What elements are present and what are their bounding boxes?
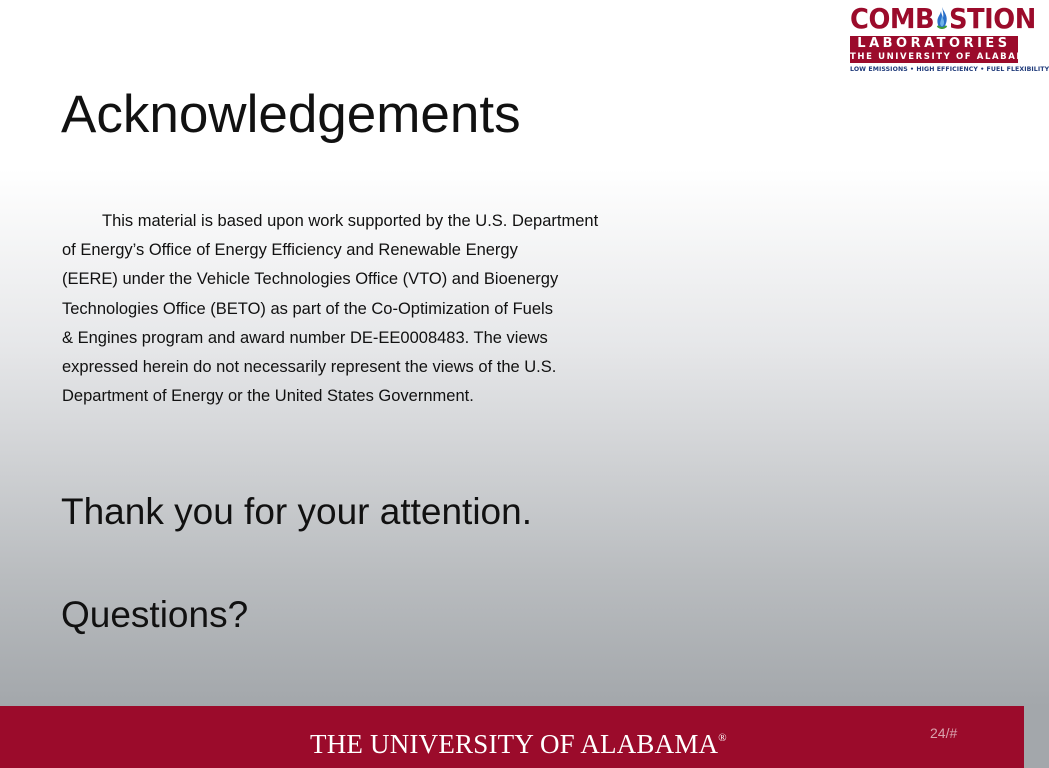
- flame-icon: [935, 6, 948, 30]
- logo-text-part2: STION: [948, 2, 1036, 35]
- logo-wordmark: [850, 4, 1036, 34]
- paragraph-line: expressed herein do not necessarily represent the views of the U.S.: [62, 358, 557, 377]
- page-number: 24/#: [930, 725, 958, 741]
- combustion-laboratories-logo: [850, 2, 1049, 82]
- questions-text: Questions?: [61, 594, 249, 635]
- footer-bar: [0, 706, 1024, 768]
- logo-university: THE UNIVERSITY OF ALABAMA: [850, 52, 1035, 62]
- paragraph-line: This material is based upon work supported by the U.S. Department: [102, 212, 599, 230]
- paragraph-line: Technologies Office (BETO) as part of the Co-Optimization of Fuels: [62, 299, 553, 318]
- paragraph-line: of Energy’s Office of Energy Efficiency and Renewable Energy: [62, 241, 518, 260]
- university-name: [310, 722, 727, 760]
- paragraph-line: (EERE) under the Vehicle Technologies Office (VTO) and Bioenergy: [62, 270, 559, 289]
- paragraph-line: Department of Energy or the United States Government.: [62, 387, 474, 406]
- slide-title: Acknowledgements: [61, 85, 521, 144]
- paragraph-line: & Engines program and award number DE-EE0008483. The views: [62, 328, 548, 347]
- acknowledgement-paragraph: [62, 207, 672, 411]
- registered-mark: ®: [718, 732, 727, 744]
- logo-text-part1: COMB: [850, 2, 935, 35]
- thank-you-text: Thank you for your attention.: [61, 491, 532, 532]
- university-name-text: THE UNIVERSITY OF ALABAMA: [310, 729, 719, 759]
- logo-tagline: LOW EMISSIONS • HIGH EFFICIENCY • FUEL FLEXIBILITY: [850, 66, 1049, 73]
- logo-laboratories: LABORATORIES: [850, 36, 1018, 52]
